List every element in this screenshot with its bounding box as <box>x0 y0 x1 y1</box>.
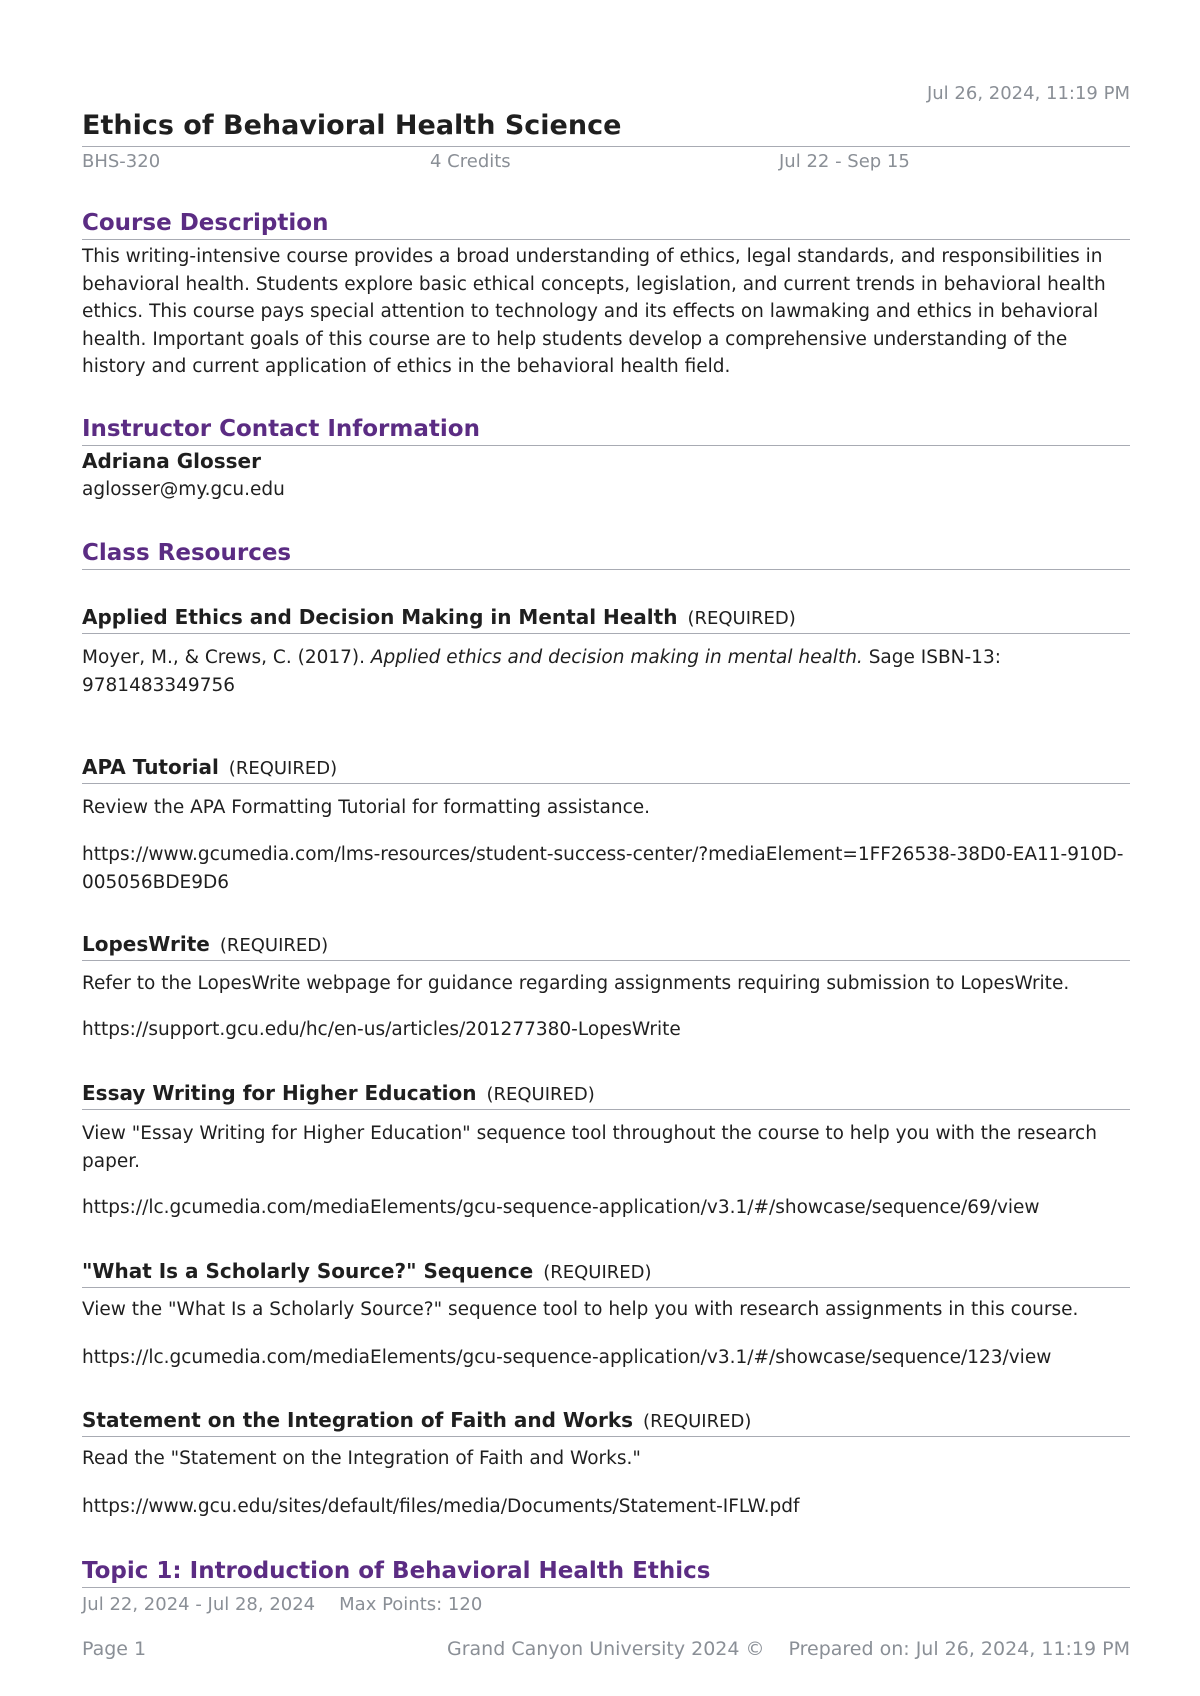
required-tag: (REQUIRED) <box>219 935 329 956</box>
course-dates: Jul 22 - Sep 15 <box>779 151 910 172</box>
required-tag: (REQUIRED) <box>687 608 796 629</box>
instructor-name: Adriana Glosser <box>82 449 261 473</box>
required-tag: (REQUIRED) <box>486 1084 595 1105</box>
citation-authors: Moyer, M., & Crews, C. (2017). <box>82 647 371 668</box>
export-timestamp: Jul 26, 2024, 11:19 PM <box>926 83 1130 104</box>
topic-meta <box>82 1594 482 1615</box>
required-tag: (REQUIRED) <box>643 1411 752 1432</box>
resource-citation <box>82 644 1130 699</box>
resource-heading <box>82 1080 1130 1110</box>
resource-link[interactable]: https://www.gcumedia.com/lms-resources/student-success-center/?mediaElement=1FF26538-38D0-EA11-910D-005056BDE9D6 <box>82 844 1124 893</box>
instructor-heading: Instructor Contact Information <box>82 415 1130 446</box>
resource-title: LopesWrite <box>82 932 210 956</box>
resource-title: Essay Writing for Higher Education <box>82 1081 477 1105</box>
resource-link[interactable]: https://support.gcu.edu/hc/en-us/articles/201277380-LopesWrite <box>82 1019 681 1040</box>
resource-title: Applied Ethics and Decision Making in Mental Health <box>82 605 678 629</box>
resource-description: Read the "Statement on the Integration of Faith and Works." <box>82 1448 641 1469</box>
class-resources-heading: Class Resources <box>82 539 1130 570</box>
resource-title: Statement on the Integration of Faith and Works <box>82 1408 634 1432</box>
title-divider <box>82 146 1130 147</box>
topic-dates: Jul 22, 2024 - Jul 28, 2024 <box>82 1594 316 1615</box>
resource-heading <box>82 754 1130 784</box>
course-credits: 4 Credits <box>430 151 511 172</box>
course-description-text: This writing-intensive course provides a broad understanding of ethics, legal standards, and responsibilities in behavioral health. Students explore basic ethical concepts, legislation, and current trends in behavioral health ethics. This course pays special attention to technology and its effects on lawmaking and ethics in behavioral health. Important goals of this course are to help students develop a comprehensive understanding of the history and current application of ethics in the behavioral health field. <box>82 246 1106 377</box>
copyright: Grand Canyon University 2024 © <box>447 1638 765 1660</box>
citation-publisher: Sage ISBN-13: 9781483349756 <box>82 647 1001 696</box>
resource-description: Refer to the LopesWrite webpage for guidance regarding assignments requiring submission to LopesWrite. <box>82 973 1070 994</box>
resource-link[interactable]: https://lc.gcumedia.com/mediaElements/gcu-sequence-application/v3.1/#/showcase/sequence/69/view <box>82 1197 1040 1218</box>
resource-heading <box>82 1407 1130 1437</box>
required-tag: (REQUIRED) <box>228 758 338 779</box>
course-title: Ethics of Behavioral Health Science <box>82 110 622 141</box>
required-tag: (REQUIRED) <box>543 1262 652 1283</box>
resource-link[interactable]: https://lc.gcumedia.com/mediaElements/gcu-sequence-application/v3.1/#/showcase/sequence/123/view <box>82 1347 1052 1368</box>
topic-heading: Topic 1: Introduction of Behavioral Health Ethics <box>82 1557 1130 1588</box>
prepared-on: Prepared on: Jul 26, 2024, 11:19 PM <box>788 1638 1130 1660</box>
resource-link[interactable]: https://www.gcu.edu/sites/default/files/media/Documents/Statement-IFLW.pdf <box>82 1496 800 1517</box>
resource-heading <box>82 931 1130 961</box>
topic-max-points: Max Points: 120 <box>339 1594 483 1615</box>
course-description-heading: Course Description <box>82 209 1130 240</box>
course-code: BHS-320 <box>82 151 161 172</box>
instructor-email[interactable]: aglosser@my.gcu.edu <box>82 479 285 500</box>
resource-title: APA Tutorial <box>82 755 219 779</box>
resource-title: "What Is a Scholarly Source?" Sequence <box>82 1259 534 1283</box>
resource-description: View the "What Is a Scholarly Source?" sequence tool to help you with research assignments in this course. <box>82 1299 1079 1320</box>
resource-heading <box>82 1258 1130 1288</box>
resource-heading <box>82 604 1130 634</box>
page-number: Page 1 <box>82 1638 147 1660</box>
resource-description: Review the APA Formatting Tutorial for formatting assistance. <box>82 797 651 818</box>
citation-title: Applied ethics and decision making in mental health. <box>370 647 863 668</box>
resource-description: View "Essay Writing for Higher Education" sequence tool throughout the course to help you with the research paper. <box>82 1123 1097 1172</box>
